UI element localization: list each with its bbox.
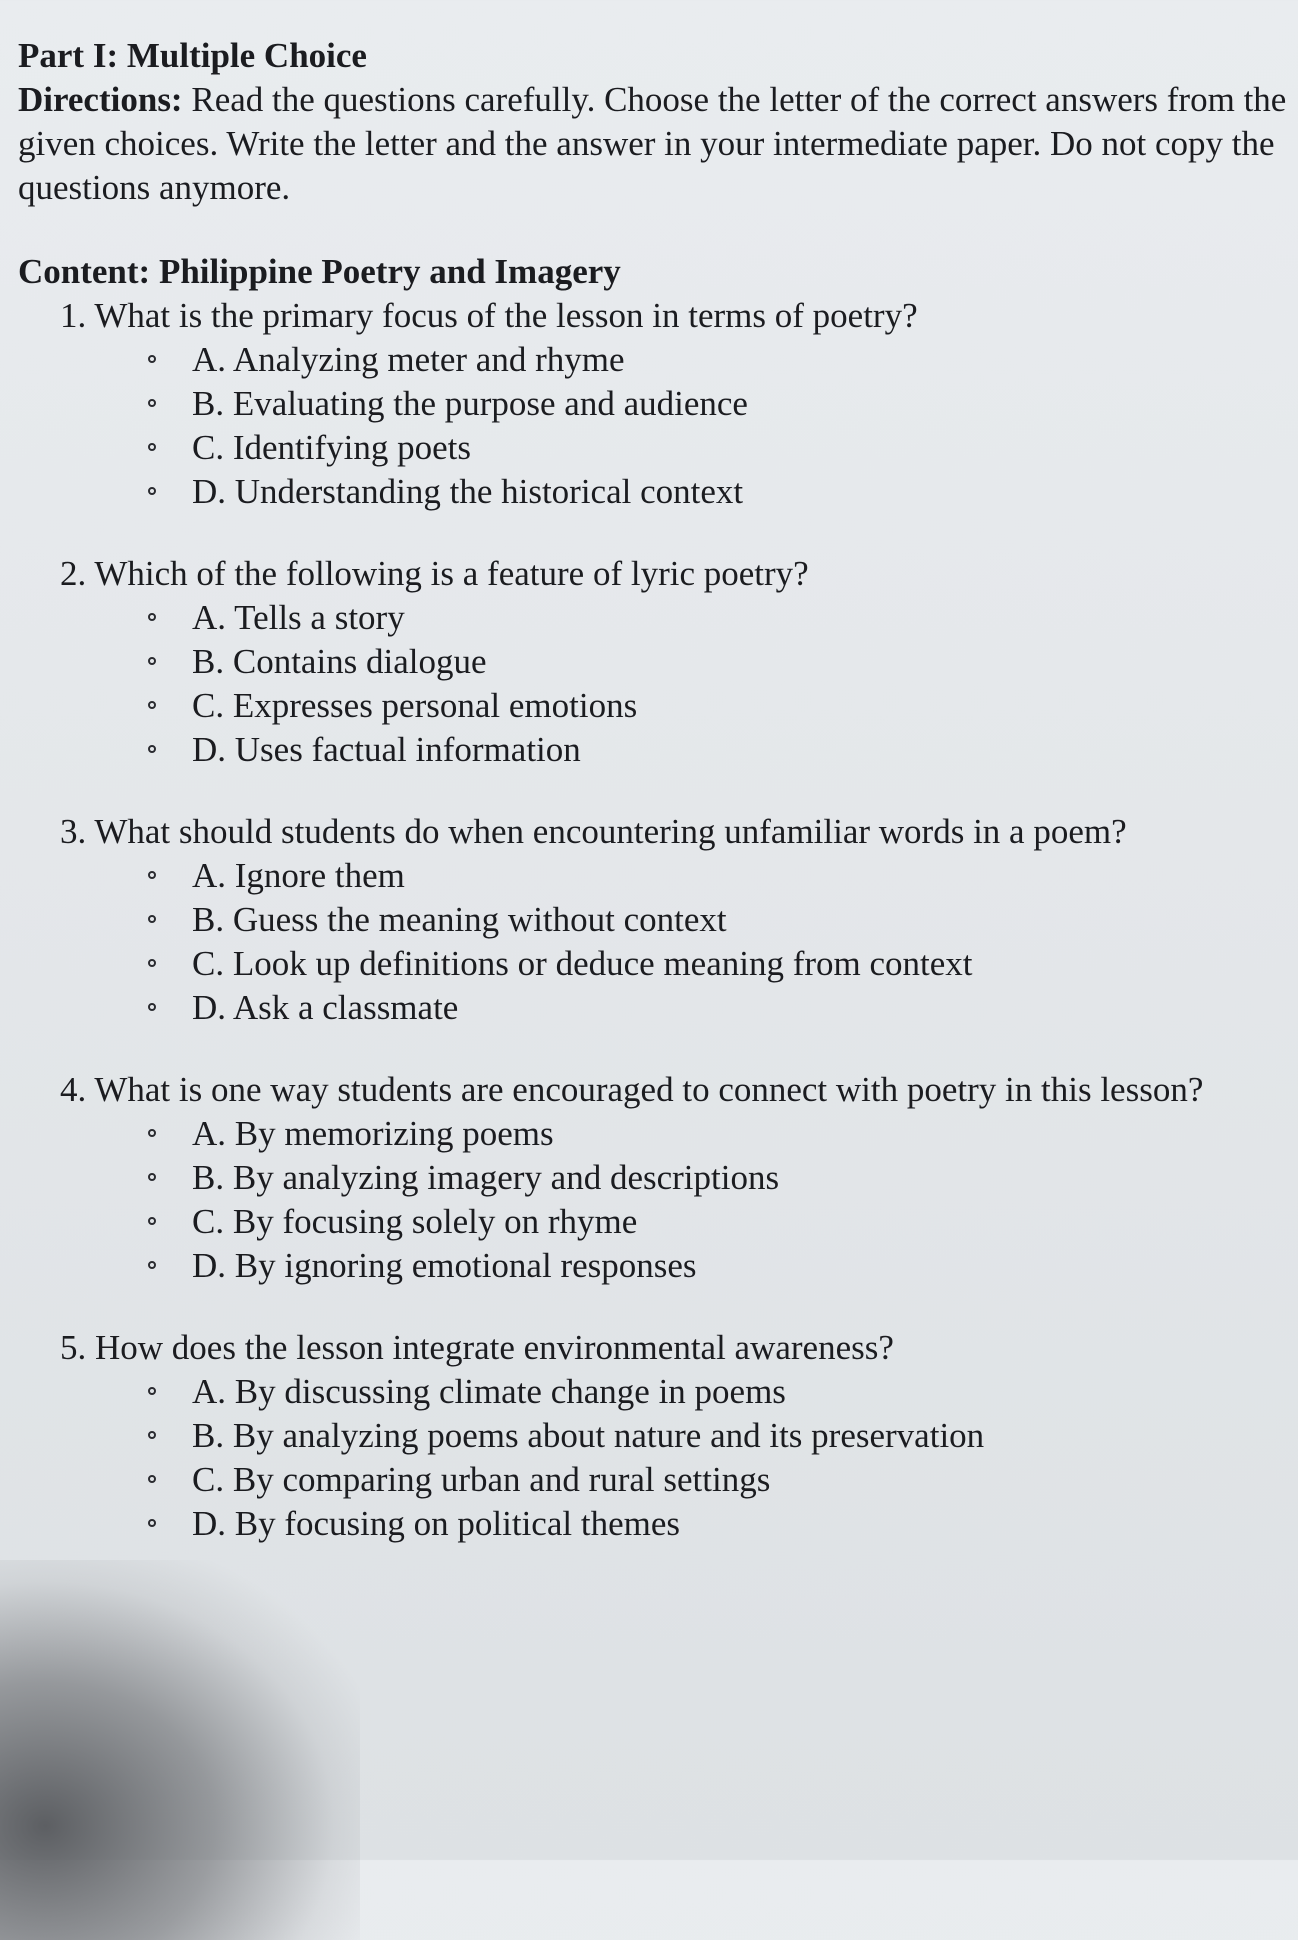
choice-b — [18, 1156, 1288, 1200]
bullet-circle-icon — [148, 613, 156, 621]
question-text: 2. Which of the following is a feature of lyric poetry? — [60, 554, 809, 593]
choice-list — [18, 596, 1288, 772]
directions-text: Read the questions carefully. Choose the letter of the correct answers from the given choices. Write the letter and the answer in your intermediate paper. Do not copy the questions anymore. — [18, 80, 1287, 207]
choice-c — [18, 1200, 1288, 1244]
choice-b — [18, 898, 1288, 942]
choice-text: C. Expresses personal emotions — [192, 686, 638, 725]
choice-list — [18, 1370, 1288, 1546]
choice-text: A. Analyzing meter and rhyme — [192, 340, 625, 379]
question-text: 3. What should students do when encountering unfamiliar words in a poem? — [60, 812, 1127, 851]
bullet-circle-icon — [148, 399, 156, 407]
choice-d — [18, 986, 1288, 1030]
part-title: Part I: Multiple Choice — [18, 36, 367, 75]
choice-c — [18, 942, 1288, 986]
bullet-circle-icon — [148, 355, 156, 363]
bullet-circle-icon — [148, 1387, 156, 1395]
choice-text: B. Contains dialogue — [192, 642, 487, 681]
choice-text: C. By focusing solely on rhyme — [192, 1202, 638, 1241]
choice-text: B. Guess the meaning without context — [192, 900, 727, 939]
question-3 — [18, 810, 1288, 1030]
bullet-circle-icon — [148, 1519, 156, 1527]
choice-text: A. Tells a story — [192, 598, 405, 637]
choice-c — [18, 426, 1288, 470]
question-1 — [18, 294, 1288, 514]
choice-d — [18, 1244, 1288, 1288]
choice-list — [18, 854, 1288, 1030]
choice-text: D. By ignoring emotional responses — [192, 1246, 697, 1285]
choice-a — [18, 338, 1288, 382]
bullet-circle-icon — [148, 1003, 156, 1011]
choice-text: C. Look up definitions or deduce meaning from context — [192, 944, 973, 983]
choice-a — [18, 596, 1288, 640]
bullet-circle-icon — [148, 1431, 156, 1439]
bullet-circle-icon — [148, 487, 156, 495]
question-2 — [18, 552, 1288, 772]
choice-list — [18, 338, 1288, 514]
directions-label: Directions: — [18, 80, 183, 119]
bullet-circle-icon — [148, 1173, 156, 1181]
choice-text: D. Uses factual information — [192, 730, 581, 769]
choice-text: D. Understanding the historical context — [192, 472, 744, 511]
directions — [18, 78, 1288, 210]
choice-c — [18, 684, 1288, 728]
bullet-circle-icon — [148, 443, 156, 451]
choice-d — [18, 1502, 1288, 1546]
bullet-circle-icon — [148, 1475, 156, 1483]
worksheet-page — [18, 34, 1288, 1584]
choice-text: A. Ignore them — [192, 856, 405, 895]
choice-text: B. By analyzing poems about nature and its preservation — [192, 1416, 985, 1455]
choice-a — [18, 1370, 1288, 1414]
choice-text: D. By focusing on political themes — [192, 1504, 680, 1543]
choice-a — [18, 854, 1288, 898]
bullet-circle-icon — [148, 1217, 156, 1225]
question-text: 4. What is one way students are encouraged to connect with poetry in this lesson? — [60, 1070, 1204, 1109]
choice-text: C. By comparing urban and rural settings — [192, 1460, 771, 1499]
choice-a — [18, 1112, 1288, 1156]
choice-c — [18, 1458, 1288, 1502]
choice-text: A. By memorizing poems — [192, 1114, 554, 1153]
choice-list — [18, 1112, 1288, 1288]
choice-d — [18, 470, 1288, 514]
bullet-circle-icon — [148, 959, 156, 967]
choice-text: B. Evaluating the purpose and audience — [192, 384, 748, 423]
choice-text: D. Ask a classmate — [192, 988, 459, 1027]
choice-text: C. Identifying poets — [192, 428, 471, 467]
question-text: 5. How does the lesson integrate environmental awareness? — [60, 1328, 894, 1367]
bullet-circle-icon — [148, 871, 156, 879]
question-5 — [18, 1326, 1288, 1546]
bullet-circle-icon — [148, 657, 156, 665]
choice-text: A. By discussing climate change in poems — [192, 1372, 786, 1411]
bullet-circle-icon — [148, 701, 156, 709]
choice-b — [18, 640, 1288, 684]
choice-b — [18, 382, 1288, 426]
bullet-circle-icon — [148, 915, 156, 923]
content-heading: Content: Philippine Poetry and Imagery — [18, 252, 621, 291]
bullet-circle-icon — [148, 745, 156, 753]
question-text: 1. What is the primary focus of the lesson in terms of poetry? — [60, 296, 918, 335]
question-4 — [18, 1068, 1288, 1288]
bullet-circle-icon — [148, 1129, 156, 1137]
choice-text: B. By analyzing imagery and descriptions — [192, 1158, 780, 1197]
photo-shadow — [0, 1560, 360, 1940]
bullet-circle-icon — [148, 1261, 156, 1269]
choice-d — [18, 728, 1288, 772]
choice-b — [18, 1414, 1288, 1458]
